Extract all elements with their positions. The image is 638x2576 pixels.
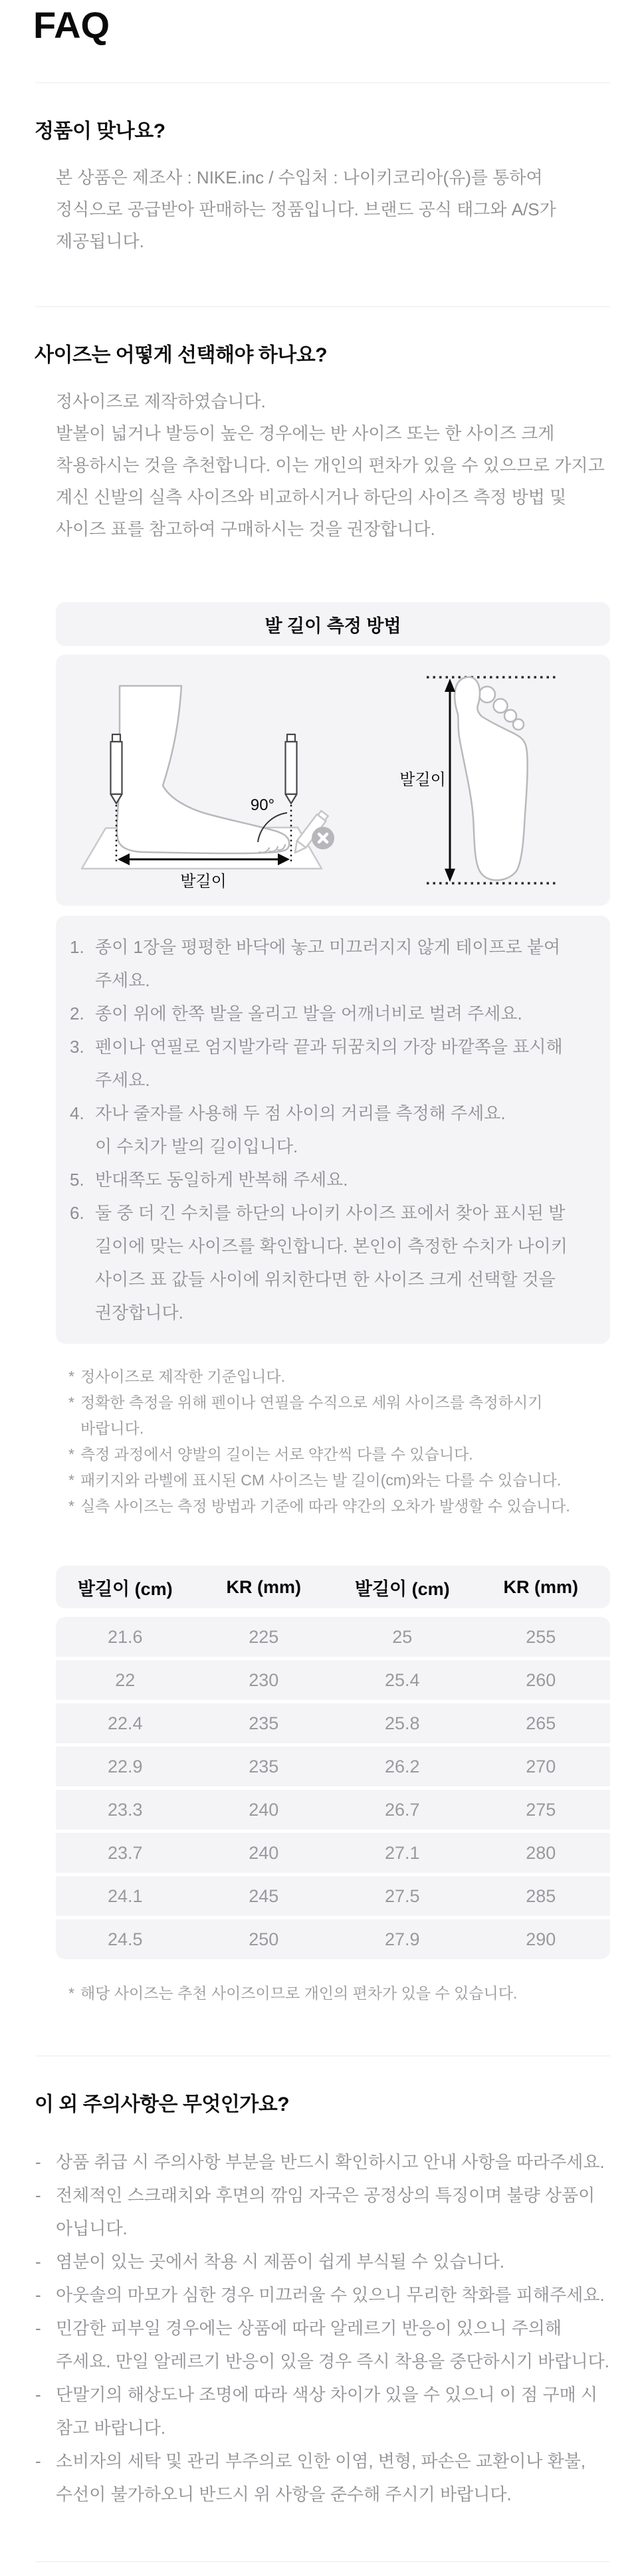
dash-marker: -: [35, 2385, 41, 2405]
note-item: * 정확한 측정을 위해 펜이나 연필을 수직으로 세워 사이즈를 측정하시기 바랍니다.: [68, 1390, 610, 1442]
divider: [35, 82, 610, 83]
asterisk-marker: *: [68, 1446, 74, 1463]
caution-item: - 아웃솔의 마모가 심한 경우 미끄러울 수 있으니 무리한 착화를 피해주세요.: [35, 2278, 610, 2311]
size-table-body: [56, 1617, 610, 1959]
table-row: 24.5 250 27.9 290: [56, 1919, 610, 1959]
caution-item: - 전체적인 스크래치와 후면의 깎임 자국은 공정상의 특징이며 불량 상품이 아닙니다.: [35, 2179, 610, 2245]
sizing-intro-line: 정사이즈로 제작하였습니다.: [56, 391, 266, 411]
dash-marker: -: [35, 2318, 41, 2338]
caution-item: - 단말기의 해상도나 조명에 따라 색상 차이가 있을 수 있으니 이 점 구매 시 참고 바랍니다.: [35, 2378, 610, 2444]
angle-label: 90°: [250, 796, 275, 814]
divider: [35, 306, 610, 307]
measure-step: 2. 종이 위에 한쪽 발을 올리고 발을 어깨너비로 벌려 주세요.: [70, 1004, 522, 1023]
measure-step: 4. 자나 줄자를 사용해 두 점 사이의 거리를 측정해 주세요. 이 수치가 발의 길이입니다.: [70, 1103, 506, 1156]
foot-length-label: 발길이: [399, 771, 446, 789]
footprint-figure: [399, 677, 559, 883]
size-table: [56, 1566, 610, 1959]
pencil-icon: [286, 734, 297, 804]
size-table-footnote: * 해당 사이즈는 추천 사이즈이므로 개인의 편차가 있을 수 있습니다.: [68, 1981, 610, 2006]
table-row: 23.7 240 27.1 280: [56, 1833, 610, 1876]
note-item: * 측정 과정에서 양발의 길이는 서로 약간씩 다를 수 있습니다.: [68, 1442, 610, 1467]
note-item: * 정사이즈로 제작한 기준입니다.: [68, 1364, 610, 1390]
dash-marker: -: [35, 2451, 41, 2471]
toe: [513, 719, 524, 730]
measure-method-diagram: [56, 655, 610, 906]
measure-step: 1. 종이 1장을 평평한 바닥에 놓고 미끄러지지 않게 테이프로 붙여 주세요.: [70, 937, 561, 990]
column-header: KR (mm): [226, 1576, 301, 1597]
table-row: 22 230 25.4 260: [56, 1660, 610, 1703]
dash-marker: -: [35, 2152, 41, 2172]
asterisk-marker: *: [68, 1368, 74, 1385]
toe: [479, 687, 495, 702]
column-header: 발길이 (cm): [354, 1578, 450, 1599]
cautions-heading: 이 외 주의사항은 무엇인가요?: [35, 2093, 290, 2115]
measure-method-title-box: [56, 602, 610, 646]
caution-item: - 상품 취급 시 주의사항 부분을 반드시 확인하시고 안내 사항을 따라주세요.: [35, 2145, 610, 2179]
dash-marker: -: [35, 2252, 41, 2272]
dash-marker: -: [35, 2285, 41, 2305]
note-item: * 패키지와 라벨에 표시된 CM 사이즈는 발 길이(cm)와는 다를 수 있습니다.: [68, 1467, 610, 1493]
cautions-list: [35, 2145, 610, 2511]
authenticity-paragraph: [56, 161, 610, 257]
asterisk-marker: *: [68, 1471, 74, 1489]
divider: [35, 2561, 610, 2562]
measure-step: 6. 둘 중 더 긴 수치를 하단의 나이키 사이즈 표에서 찾아 표시된 발 길이에 맞는 사이즈를 확인합니다. 본인이 측정한 수치가 나이키 사이즈 표 값들 사이에 위치한다면 한 사이즈 크게 선택할 것을 권장합니다.: [70, 1203, 568, 1323]
caution-item: - 소비자의 세탁 및 관리 부주의로 인한 이염, 변형, 파손은 교환이나 환불, 수선이 불가하오니 반드시 위 사항을 준수해 주시기 바랍니다.: [35, 2444, 610, 2511]
caution-item: - 민감한 피부일 경우에는 상품에 따라 알레르기 반응이 있으니 주의해 주세요. 만일 알레르기 반응이 있을 경우 즉시 착용을 중단하시기 바랍니다.: [35, 2311, 610, 2378]
column-header: KR (mm): [503, 1576, 578, 1597]
section-cautions: [0, 2091, 638, 2511]
sizing-paragraph: [56, 385, 610, 545]
prohibited-icon: [312, 827, 334, 849]
caution-item: - 염분이 있는 곳에서 착용 시 제품이 쉽게 부식될 수 있습니다.: [35, 2245, 610, 2278]
measure-notes: [68, 1364, 610, 1519]
authenticity-text: 본 상품은 제조사 : NIKE.inc / 수입처 : 나이키코리아(유)를 통하여 정식으로 공급받아 판매하는 정품입니다. 브랜드 공식 태그와 A/S가 제공됩니다.: [56, 167, 556, 251]
asterisk-marker: *: [68, 1497, 74, 1515]
sizing-body-text: 발볼이 넓거나 발등이 높은 경우에는 반 사이즈 또는 한 사이즈 크게 착용하시는 것을 추천합니다. 이는 개인의 편차가 있을 수 있으므로 가지고 계신 신발의 실측 사이즈와 비교하시거나 하단의 사이즈 측정 방법 및 사이즈 표를 참고하여 구매하시는 것을 권장합니다.: [56, 423, 605, 539]
authenticity-heading: 정품이 맞나요?: [35, 120, 165, 142]
measure-step: 5. 반대쪽도 동일하게 반복해 주세요.: [70, 1170, 348, 1190]
foot-side-view-figure: [82, 686, 334, 891]
table-row: 22.4 235 25.8 265: [56, 1703, 610, 1747]
foot-length-label: 발길이: [180, 873, 227, 891]
page-title: FAQ: [33, 4, 110, 46]
pencil-icon: [111, 734, 122, 804]
table-row: 23.3 240 26.7 275: [56, 1790, 610, 1833]
column-header: 발길이 (cm): [77, 1578, 173, 1599]
section-authenticity: [0, 118, 638, 257]
table-row: 24.1 245 27.5 285: [56, 1876, 610, 1919]
asterisk-marker: *: [68, 1394, 74, 1411]
table-row: 22.9 235 26.2 270: [56, 1747, 610, 1790]
section-sizing: [0, 342, 638, 2006]
toe: [494, 699, 508, 713]
note-item: * 실측 사이즈는 측정 방법과 기준에 따라 약간의 오차가 발생할 수 있습니다.: [68, 1493, 610, 1519]
asterisk-marker: *: [68, 1985, 74, 2002]
measure-method-title: 발 길이 측정 방법: [265, 615, 401, 636]
foot-measure-illustration: [56, 655, 610, 906]
sizing-heading: 사이즈는 어떻게 선택해야 하나요?: [35, 344, 328, 366]
dash-marker: -: [35, 2185, 41, 2205]
size-table-header: [56, 1566, 610, 1608]
footprint-outline: [455, 677, 528, 881]
table-row: 21.6 225 25 255: [56, 1617, 610, 1660]
measure-steps-box: [56, 916, 610, 1344]
measure-step: 3. 펜이나 연필로 엄지발가락 끝과 뒤꿈치의 가장 바깥쪽을 표시해 주세요.: [70, 1037, 563, 1090]
